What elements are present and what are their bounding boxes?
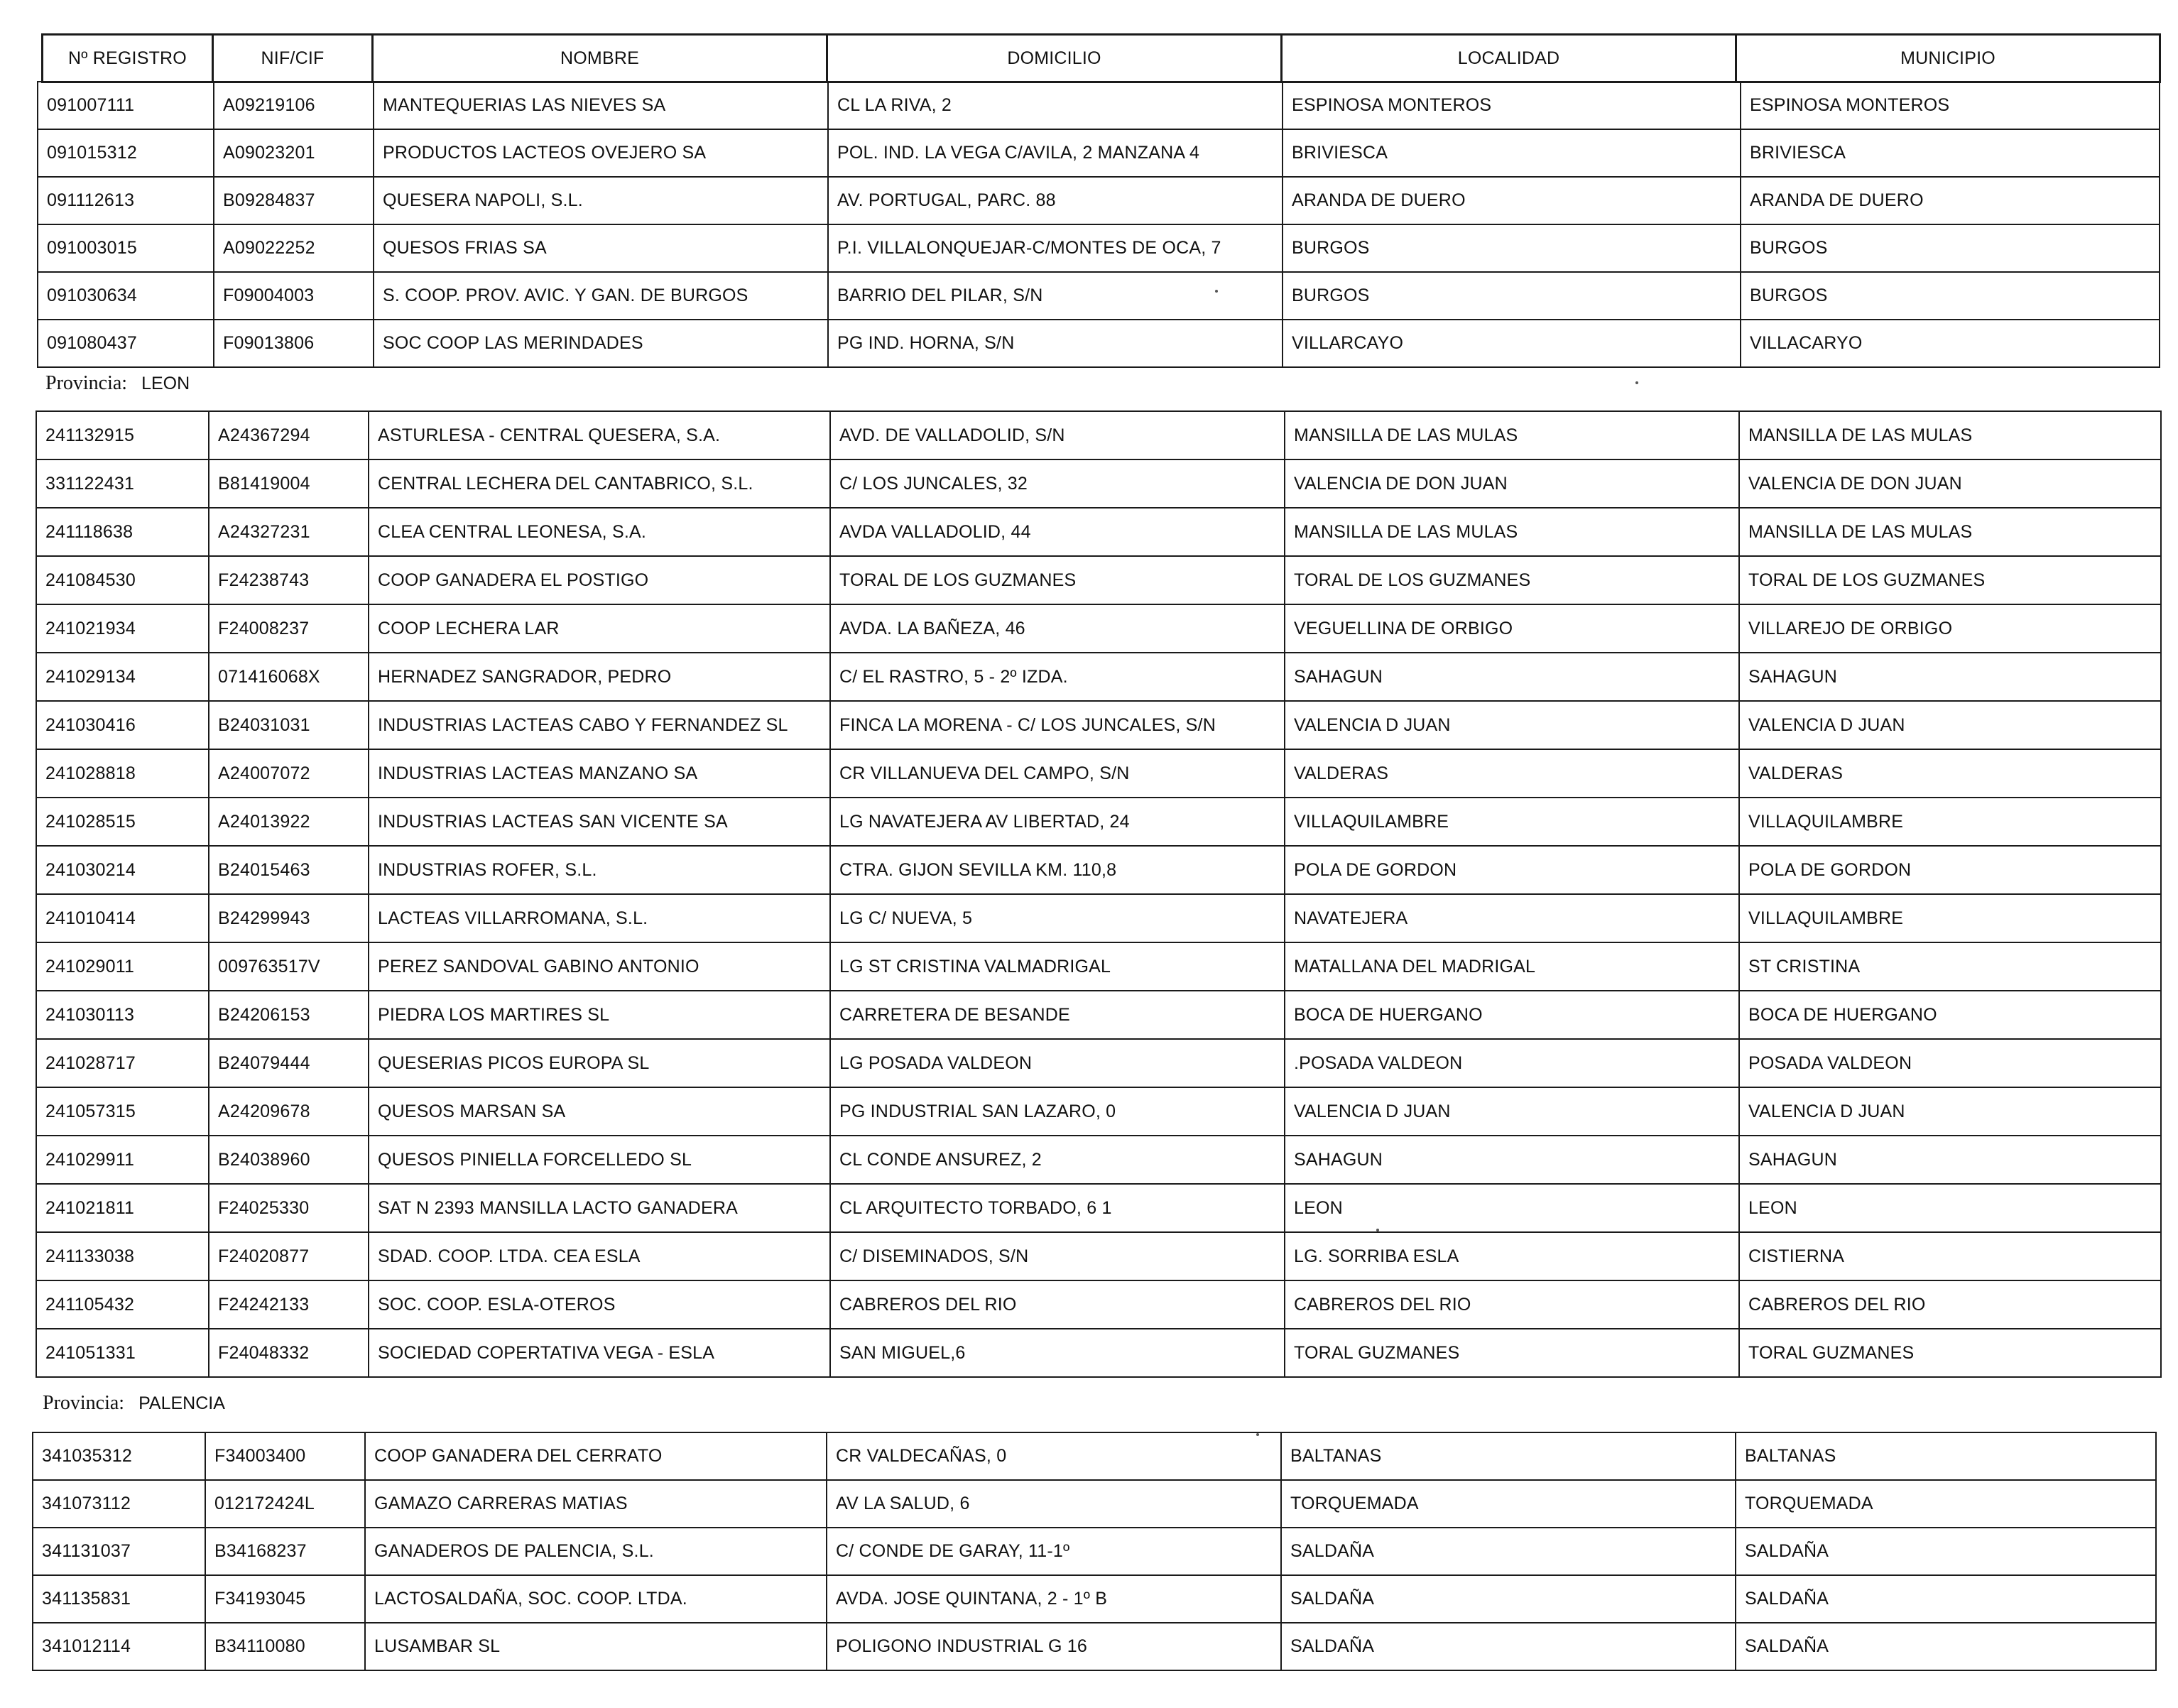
cell-localidad: VEGUELLINA DE ORBIGO [1285, 604, 1739, 653]
cell-nif: B24031031 [209, 701, 369, 749]
table-row [36, 1184, 2161, 1232]
cell-registro: 241028717 [36, 1039, 209, 1087]
cell-localidad: TORAL GUZMANES [1285, 1329, 1739, 1377]
table-row [38, 129, 2160, 177]
cell-domicilio: C/ LOS JUNCALES, 32 [830, 459, 1285, 508]
cell-nif: B24038960 [209, 1136, 369, 1184]
cell-localidad: BURGOS [1283, 224, 1741, 272]
cell-registro: 341012114 [33, 1623, 205, 1670]
cell-registro: 341131037 [33, 1528, 205, 1575]
cell-domicilio: PG INDUSTRIAL SAN LAZARO, 0 [830, 1087, 1285, 1136]
cell-nombre: COOP GANADERA DEL CERRATO [365, 1432, 827, 1480]
cell-nif: F09013806 [214, 320, 374, 367]
cell-municipio: TORAL DE LOS GUZMANES [1739, 556, 2161, 604]
cell-localidad: BURGOS [1283, 272, 1741, 320]
cell-nombre: INDUSTRIAS LACTEAS SAN VICENTE SA [369, 798, 830, 846]
cell-municipio: ESPINOSA MONTEROS [1741, 82, 2160, 129]
cell-nif: F24020877 [209, 1232, 369, 1280]
cell-nif: F34003400 [205, 1432, 365, 1480]
cell-nombre: INDUSTRIAS LACTEAS CABO Y FERNANDEZ SL [369, 701, 830, 749]
cell-nombre: LACTEAS VILLARROMANA, S.L. [369, 894, 830, 942]
cell-localidad: VALDERAS [1285, 749, 1739, 798]
table-row [36, 411, 2161, 459]
cell-localidad: SAHAGUN [1285, 1136, 1739, 1184]
cell-registro: 241028515 [36, 798, 209, 846]
table-row [36, 556, 2161, 604]
cell-localidad: NAVATEJERA [1285, 894, 1739, 942]
cell-localidad: CABREROS DEL RIO [1285, 1280, 1739, 1329]
cell-registro: 241029911 [36, 1136, 209, 1184]
cell-municipio: MANSILLA DE LAS MULAS [1739, 508, 2161, 556]
scan-speck [1376, 1229, 1379, 1231]
cell-domicilio: AV LA SALUD, 6 [827, 1480, 1281, 1528]
cell-nif: A09023201 [214, 129, 374, 177]
cell-registro: 091007111 [38, 82, 214, 129]
cell-nombre: COOP LECHERA LAR [369, 604, 830, 653]
cell-nif: B34168237 [205, 1528, 365, 1575]
table-row [36, 508, 2161, 556]
table-row [38, 320, 2160, 367]
cell-registro: 091015312 [38, 129, 214, 177]
col-header-municipio: MUNICIPIO [1736, 35, 2160, 82]
cell-nif: 009763517V [209, 942, 369, 991]
cell-nombre: LACTOSALDAÑA, SOC. COOP. LTDA. [365, 1575, 827, 1623]
table-row [33, 1528, 2156, 1575]
cell-domicilio: AVD. DE VALLADOLID, S/N [830, 411, 1285, 459]
cell-nombre: QUESERA NAPOLI, S.L. [374, 177, 828, 224]
cell-nif: B09284837 [214, 177, 374, 224]
cell-municipio: SAHAGUN [1739, 1136, 2161, 1184]
cell-municipio: VALENCIA DE DON JUAN [1739, 459, 2161, 508]
col-header-registro: Nº REGISTRO [43, 35, 213, 82]
cell-registro: 241028818 [36, 749, 209, 798]
provincia-heading-palencia [43, 1392, 225, 1415]
cell-localidad: BALTANAS [1281, 1432, 1736, 1480]
scan-speck [1256, 1433, 1259, 1436]
header-row [43, 35, 2160, 82]
cell-domicilio: CARRETERA DE BESANDE [830, 991, 1285, 1039]
cell-municipio: SALDAÑA [1736, 1623, 2156, 1670]
cell-nif: F24008237 [209, 604, 369, 653]
cell-municipio: BOCA DE HUERGANO [1739, 991, 2161, 1039]
table-row [36, 942, 2161, 991]
burgos-table [37, 81, 2160, 368]
cell-municipio: TORQUEMADA [1736, 1480, 2156, 1528]
cell-domicilio: AVDA. JOSE QUINTANA, 2 - 1º B [827, 1575, 1281, 1623]
table-row [36, 1232, 2161, 1280]
cell-nif: F09004003 [214, 272, 374, 320]
cell-municipio: BALTANAS [1736, 1432, 2156, 1480]
cell-domicilio: LG POSADA VALDEON [830, 1039, 1285, 1087]
table-row [33, 1575, 2156, 1623]
cell-localidad: SALDAÑA [1281, 1528, 1736, 1575]
cell-municipio: BURGOS [1741, 272, 2160, 320]
cell-municipio: VALENCIA D JUAN [1739, 701, 2161, 749]
table-row [36, 991, 2161, 1039]
cell-registro: 091003015 [38, 224, 214, 272]
cell-localidad: VILLAQUILAMBRE [1285, 798, 1739, 846]
cell-registro: 241010414 [36, 894, 209, 942]
table-row [38, 224, 2160, 272]
table-row [36, 1039, 2161, 1087]
cell-localidad: SALDAÑA [1281, 1623, 1736, 1670]
cell-nif: B24015463 [209, 846, 369, 894]
table-row [36, 1087, 2161, 1136]
cell-nombre: ASTURLESA - CENTRAL QUESERA, S.A. [369, 411, 830, 459]
cell-nombre: PIEDRA LOS MARTIRES SL [369, 991, 830, 1039]
cell-registro: 241030416 [36, 701, 209, 749]
table-row [33, 1480, 2156, 1528]
provincia-name: PALENCIA [138, 1393, 225, 1413]
table-row [38, 272, 2160, 320]
cell-municipio: POSADA VALDEON [1739, 1039, 2161, 1087]
cell-localidad: LG. SORRIBA ESLA [1285, 1232, 1739, 1280]
cell-domicilio: POLIGONO INDUSTRIAL G 16 [827, 1623, 1281, 1670]
cell-nif: A24327231 [209, 508, 369, 556]
cell-nif: B34110080 [205, 1623, 365, 1670]
header-table [41, 33, 2161, 83]
cell-nombre: QUESERIAS PICOS EUROPA SL [369, 1039, 830, 1087]
cell-localidad: .POSADA VALDEON [1285, 1039, 1739, 1087]
cell-municipio: SALDAÑA [1736, 1575, 2156, 1623]
cell-nombre: CLEA CENTRAL LEONESA, S.A. [369, 508, 830, 556]
cell-registro: 241029134 [36, 653, 209, 701]
provincia-name: LEON [141, 374, 190, 393]
provincia-heading-leon [45, 372, 190, 395]
cell-registro: 241118638 [36, 508, 209, 556]
cell-municipio: VILLAQUILAMBRE [1739, 798, 2161, 846]
leon-table [36, 410, 2162, 1378]
cell-nombre: LUSAMBAR SL [365, 1623, 827, 1670]
table-row [38, 82, 2160, 129]
cell-domicilio: C/ DISEMINADOS, S/N [830, 1232, 1285, 1280]
cell-nombre: QUESOS FRIAS SA [374, 224, 828, 272]
cell-municipio: VILLAREJO DE ORBIGO [1739, 604, 2161, 653]
table-row [36, 749, 2161, 798]
cell-nombre: INDUSTRIAS LACTEAS MANZANO SA [369, 749, 830, 798]
cell-domicilio: LG C/ NUEVA, 5 [830, 894, 1285, 942]
cell-domicilio: CL ARQUITECTO TORBADO, 6 1 [830, 1184, 1285, 1232]
cell-localidad: SAHAGUN [1285, 653, 1739, 701]
cell-domicilio: C/ EL RASTRO, 5 - 2º IZDA. [830, 653, 1285, 701]
cell-nombre: MANTEQUERIAS LAS NIEVES SA [374, 82, 828, 129]
cell-nombre: S. COOP. PROV. AVIC. Y GAN. DE BURGOS [374, 272, 828, 320]
cell-nif: A24007072 [209, 749, 369, 798]
col-header-localidad: LOCALIDAD [1282, 35, 1736, 82]
cell-domicilio: P.I. VILLALONQUEJAR-C/MONTES DE OCA, 7 [828, 224, 1283, 272]
cell-domicilio: CL CONDE ANSUREZ, 2 [830, 1136, 1285, 1184]
cell-nif: B24079444 [209, 1039, 369, 1087]
cell-municipio: VALDERAS [1739, 749, 2161, 798]
cell-nif: 012172424L [205, 1480, 365, 1528]
cell-nif: B81419004 [209, 459, 369, 508]
cell-registro: 091030634 [38, 272, 214, 320]
cell-localidad: LEON [1285, 1184, 1739, 1232]
cell-nif: F24242133 [209, 1280, 369, 1329]
cell-municipio: VILLAQUILAMBRE [1739, 894, 2161, 942]
provincia-label: Provincia: [43, 1392, 125, 1414]
provincia-label: Provincia: [45, 372, 128, 394]
table-row [36, 701, 2161, 749]
cell-registro: 341035312 [33, 1432, 205, 1480]
cell-nombre: QUESOS MARSAN SA [369, 1087, 830, 1136]
cell-registro: 091080437 [38, 320, 214, 367]
cell-nif: F34193045 [205, 1575, 365, 1623]
cell-nif: B24206153 [209, 991, 369, 1039]
table-row [38, 177, 2160, 224]
cell-localidad: TORAL DE LOS GUZMANES [1285, 556, 1739, 604]
cell-domicilio: CTRA. GIJON SEVILLA KM. 110,8 [830, 846, 1285, 894]
cell-localidad: POLA DE GORDON [1285, 846, 1739, 894]
table-row [36, 894, 2161, 942]
cell-localidad: TORQUEMADA [1281, 1480, 1736, 1528]
cell-registro: 341135831 [33, 1575, 205, 1623]
cell-registro: 241030113 [36, 991, 209, 1039]
cell-domicilio: CABREROS DEL RIO [830, 1280, 1285, 1329]
cell-municipio: VALENCIA D JUAN [1739, 1087, 2161, 1136]
cell-nif: A24209678 [209, 1087, 369, 1136]
table-row [36, 1329, 2161, 1377]
cell-registro: 241021934 [36, 604, 209, 653]
cell-localidad: BRIVIESCA [1283, 129, 1741, 177]
cell-registro: 241030214 [36, 846, 209, 894]
cell-municipio: LEON [1739, 1184, 2161, 1232]
table-row [36, 798, 2161, 846]
cell-registro: 241029011 [36, 942, 209, 991]
cell-nombre: QUESOS PINIELLA FORCELLEDO SL [369, 1136, 830, 1184]
col-header-domicilio: DOMICILIO [827, 35, 1282, 82]
cell-nombre: SOCIEDAD COPERTATIVA VEGA - ESLA [369, 1329, 830, 1377]
scan-speck [1635, 381, 1638, 384]
cell-localidad: MANSILLA DE LAS MULAS [1285, 508, 1739, 556]
cell-localidad: VILLARCAYO [1283, 320, 1741, 367]
cell-domicilio: POL. IND. LA VEGA C/AVILA, 2 MANZANA 4 [828, 129, 1283, 177]
cell-registro: 241084530 [36, 556, 209, 604]
table-row [36, 1136, 2161, 1184]
cell-registro: 341073112 [33, 1480, 205, 1528]
cell-localidad: VALENCIA DE DON JUAN [1285, 459, 1739, 508]
cell-nombre: INDUSTRIAS ROFER, S.L. [369, 846, 830, 894]
cell-nif: A24013922 [209, 798, 369, 846]
cell-localidad: SALDAÑA [1281, 1575, 1736, 1623]
cell-nombre: SOC COOP LAS MERINDADES [374, 320, 828, 367]
cell-domicilio: AVDA VALLADOLID, 44 [830, 508, 1285, 556]
cell-municipio: SAHAGUN [1739, 653, 2161, 701]
cell-registro: 241057315 [36, 1087, 209, 1136]
cell-municipio: BRIVIESCA [1741, 129, 2160, 177]
cell-nombre: GAMAZO CARRERAS MATIAS [365, 1480, 827, 1528]
cell-nombre: SAT N 2393 MANSILLA LACTO GANADERA [369, 1184, 830, 1232]
cell-nombre: PEREZ SANDOVAL GABINO ANTONIO [369, 942, 830, 991]
cell-localidad: VALENCIA D JUAN [1285, 1087, 1739, 1136]
cell-localidad: ESPINOSA MONTEROS [1283, 82, 1741, 129]
cell-nif: F24238743 [209, 556, 369, 604]
cell-domicilio: LG ST CRISTINA VALMADRIGAL [830, 942, 1285, 991]
cell-municipio: ARANDA DE DUERO [1741, 177, 2160, 224]
cell-registro: 241105432 [36, 1280, 209, 1329]
cell-nombre: SDAD. COOP. LTDA. CEA ESLA [369, 1232, 830, 1280]
cell-nombre: CENTRAL LECHERA DEL CANTABRICO, S.L. [369, 459, 830, 508]
cell-domicilio: AV. PORTUGAL, PARC. 88 [828, 177, 1283, 224]
cell-nombre: HERNADEZ SANGRADOR, PEDRO [369, 653, 830, 701]
cell-nif: F24025330 [209, 1184, 369, 1232]
cell-registro: 091112613 [38, 177, 214, 224]
table-row [36, 459, 2161, 508]
cell-domicilio: CR VALDECAÑAS, 0 [827, 1432, 1281, 1480]
cell-municipio: VILLACARYO [1741, 320, 2160, 367]
scan-speck [1215, 290, 1218, 293]
table-row [36, 1280, 2161, 1329]
cell-nombre: COOP GANADERA EL POSTIGO [369, 556, 830, 604]
cell-municipio: TORAL GUZMANES [1739, 1329, 2161, 1377]
col-header-nif: NIF/CIF [213, 35, 373, 82]
cell-registro: 241132915 [36, 411, 209, 459]
cell-domicilio: AVDA. LA BAÑEZA, 46 [830, 604, 1285, 653]
cell-nif: B24299943 [209, 894, 369, 942]
table-row [36, 653, 2161, 701]
cell-nif: 071416068X [209, 653, 369, 701]
table-row [36, 846, 2161, 894]
cell-registro: 241021811 [36, 1184, 209, 1232]
cell-nombre: PRODUCTOS LACTEOS OVEJERO SA [374, 129, 828, 177]
cell-nombre: SOC. COOP. ESLA-OTEROS [369, 1280, 830, 1329]
cell-domicilio: SAN MIGUEL,6 [830, 1329, 1285, 1377]
cell-nif: A09219106 [214, 82, 374, 129]
cell-localidad: ARANDA DE DUERO [1283, 177, 1741, 224]
cell-municipio: POLA DE GORDON [1739, 846, 2161, 894]
cell-domicilio: CR VILLANUEVA DEL CAMPO, S/N [830, 749, 1285, 798]
cell-localidad: MATALLANA DEL MADRIGAL [1285, 942, 1739, 991]
table-row [33, 1623, 2156, 1670]
cell-municipio: ST CRISTINA [1739, 942, 2161, 991]
table-row [36, 604, 2161, 653]
cell-municipio: SALDAÑA [1736, 1528, 2156, 1575]
cell-municipio: BURGOS [1741, 224, 2160, 272]
cell-municipio: CABREROS DEL RIO [1739, 1280, 2161, 1329]
cell-localidad: BOCA DE HUERGANO [1285, 991, 1739, 1039]
cell-domicilio: C/ CONDE DE GARAY, 11-1º [827, 1528, 1281, 1575]
cell-nombre: GANADEROS DE PALENCIA, S.L. [365, 1528, 827, 1575]
cell-registro: 241051331 [36, 1329, 209, 1377]
cell-localidad: MANSILLA DE LAS MULAS [1285, 411, 1739, 459]
cell-registro: 331122431 [36, 459, 209, 508]
cell-domicilio: BARRIO DEL PILAR, S/N [828, 272, 1283, 320]
table-row [33, 1432, 2156, 1480]
palencia-table [32, 1432, 2157, 1671]
cell-domicilio: TORAL DE LOS GUZMANES [830, 556, 1285, 604]
cell-municipio: CISTIERNA [1739, 1232, 2161, 1280]
cell-domicilio: PG IND. HORNA, S/N [828, 320, 1283, 367]
cell-nif: A09022252 [214, 224, 374, 272]
cell-nif: A24367294 [209, 411, 369, 459]
cell-domicilio: LG NAVATEJERA AV LIBERTAD, 24 [830, 798, 1285, 846]
col-header-nombre: NOMBRE [373, 35, 827, 82]
cell-municipio: MANSILLA DE LAS MULAS [1739, 411, 2161, 459]
cell-localidad: VALENCIA D JUAN [1285, 701, 1739, 749]
cell-nif: F24048332 [209, 1329, 369, 1377]
cell-registro: 241133038 [36, 1232, 209, 1280]
cell-domicilio: FINCA LA MORENA - C/ LOS JUNCALES, S/N [830, 701, 1285, 749]
cell-domicilio: CL LA RIVA, 2 [828, 82, 1283, 129]
